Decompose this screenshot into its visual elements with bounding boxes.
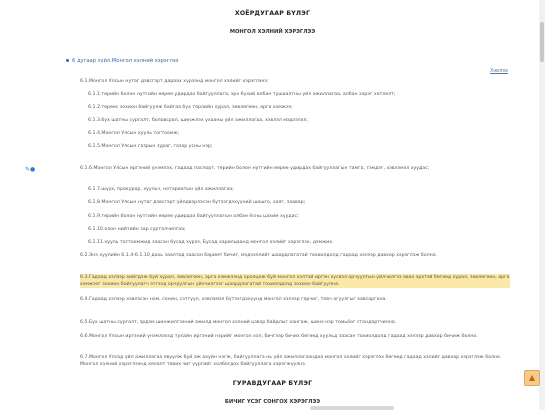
paragraph-6-1-5: 6.1.5.Монгол Улсын газрын зураг, газар усны нэр; [88, 144, 213, 149]
section-title-bottom: БИЧИГ ҮСЭГ СОНГОХ ХЭРЭГЛЭЭ [224, 399, 321, 405]
paragraph-6-3: 6.3.Гадаад хэлээр хийгдэж буй хурал, зөвлөгөөн, арга хэмжээнд оролцож буй монгол хэлтэй иргэн хүсвэл орчуулгын үйлчилгээ авах эрхтэй бөгөөд хурал, зөвлөгөөн, арга хэмжээг зохион байгуулагч этгээд орчуулгын үйлчилгээг шаардлагатай тохиолдолд зохион байгуулна. [80, 275, 510, 287]
paragraph-6-1-8: 6.1.8.Монгол Улсын нутаг дэвсгэрт үйлдвэрлэсэн бүтээгдэхүүний шошго, хаяг, заавар; [88, 200, 306, 205]
horizontal-scrollbar[interactable] [310, 406, 394, 410]
paragraph-6-1-2: 6.1.2.төрөөс зохион байгуулж байгаа бүх төрлийн хурал, зөвлөгөөн, арга хэмжээ; [88, 105, 293, 110]
paragraph-6-1-3: 6.1.3.бүх шатны сургалт, боловсрол, шинжлэх ухааны үйл ажиллагаа, хэвлэл мэдээлэл; [88, 118, 308, 123]
paragraph-6-6: 6.6.Монгол Улсын иргэний үнэмлэхэд тухайн иргэний нэрийг монгол хэл, бичгээр бичих бөгөөд хуульд заасан тохиолдолд гадаад хэлээр давхар бичиж болно. [80, 334, 478, 339]
paragraph-6-1-6: 6.1.6.Монгол Улсын иргэний үнэмлэх, гадаад паспорт, төрийн болон нутгийн өөрөө удирдах байгууллагын тамга, тэмдэг, хэвлэмэл хуудас; [80, 166, 430, 171]
print-link[interactable]: Хэвлэх [489, 68, 508, 74]
paragraph-6-1-1: 6.1.1.төрийн болон нутгийн өөрөө удирдах байгууллага, эрх бүхий албан тушаалтны үйл ажиллагаа, албан хэрэг хөтлөлт; [88, 92, 396, 97]
paragraph-6-1-11: 6.1.11.хууль тогтоомжид заасан бусад хүрээ, Бусад харилцаанд монгол хэлийг хэрэглэх, дэмжих. [88, 240, 334, 245]
paragraph-6-1-10: 6.1.10.олон нийтийн зар сурталчилгаа; [88, 227, 186, 232]
paragraph-6-1: 6.1.Монгол Улсын нутаг дэвсгэрт дараах хүрээнд монгол хэлийг хэрэглэнэ: [80, 79, 269, 84]
paragraph-6-7: 6.7.Монгол Улсад үйл ажиллагаа явуулж буй аж ахуйн нэгж, байгууллага нь үйл ажиллагаандаа монгол хэлийг хэрэглэх бөгөөд гадаад хэлийг давхар хэрэглэж болно. Монгол хэлний хэрэглээнд хяналт тавих чиг үүргийг холбогдох байгууллага хэрэгжүүлнэ. [80, 355, 502, 367]
bullet-icon [66, 59, 69, 62]
vertical-scrollbar[interactable] [539, 0, 545, 410]
paragraph-6-1-4: 6.1.4.Монгол Улсын хууль тогтоомж; [88, 131, 180, 136]
arrow-up-icon: ▲ [528, 373, 536, 382]
paragraph-6-2: 6.2.Энэ хуулийн 6.1.4-6.1.10 дахь заалтад заасан баримт бичиг, мэдээллийг шаардлагатай тохиолдолд гадаад хэлээр давхар хэрэглэж болно. [80, 253, 438, 258]
pencil-icon[interactable]: ✎● [25, 166, 36, 173]
paragraph-6-1-7: 6.1.7.шүүх, прокурор, хуульч, нотариатын үйл ажиллагаа; [88, 187, 234, 192]
paragraph-6-5: 6.5.Бүх шатны сургалт, эрдэм шинжилгээний ажилд монгол хэлний цэвэр байдлыг хангаж, шинэ нэр томьёог стандартчилна. [80, 320, 397, 325]
back-to-top-button[interactable] [524, 370, 540, 386]
article-heading-label: 6 дугаар зүйл.Монгол хэлний хэрэглээ [72, 58, 179, 64]
chapter-title-top: ХОЁРДУГААР БҮЛЭГ [234, 10, 311, 17]
article-heading[interactable] [66, 58, 179, 64]
paragraph-6-4: 6.4.Гадаад хэлээр хэвлэсэн ном, сонин, сэтгүүл, хэвлэмэл бүтээгдэхүүнд монгол хэлээр гарчиг, товч агуулгыг хавсаргана. [80, 297, 387, 302]
scrollbar-thumb[interactable] [540, 22, 544, 62]
paragraph-6-1-9: 6.1.9.төрийн болон нутгийн өөрөө удирдах байгууллагын албан ёсны цахим хуудас; [88, 214, 299, 219]
section-title-top: МОНГОЛ ХЭЛНИЙ ХЭРЭГЛЭЭ [229, 29, 316, 35]
chapter-title-bottom: ГУРАВДУГААР БҮЛЭГ [232, 380, 313, 387]
